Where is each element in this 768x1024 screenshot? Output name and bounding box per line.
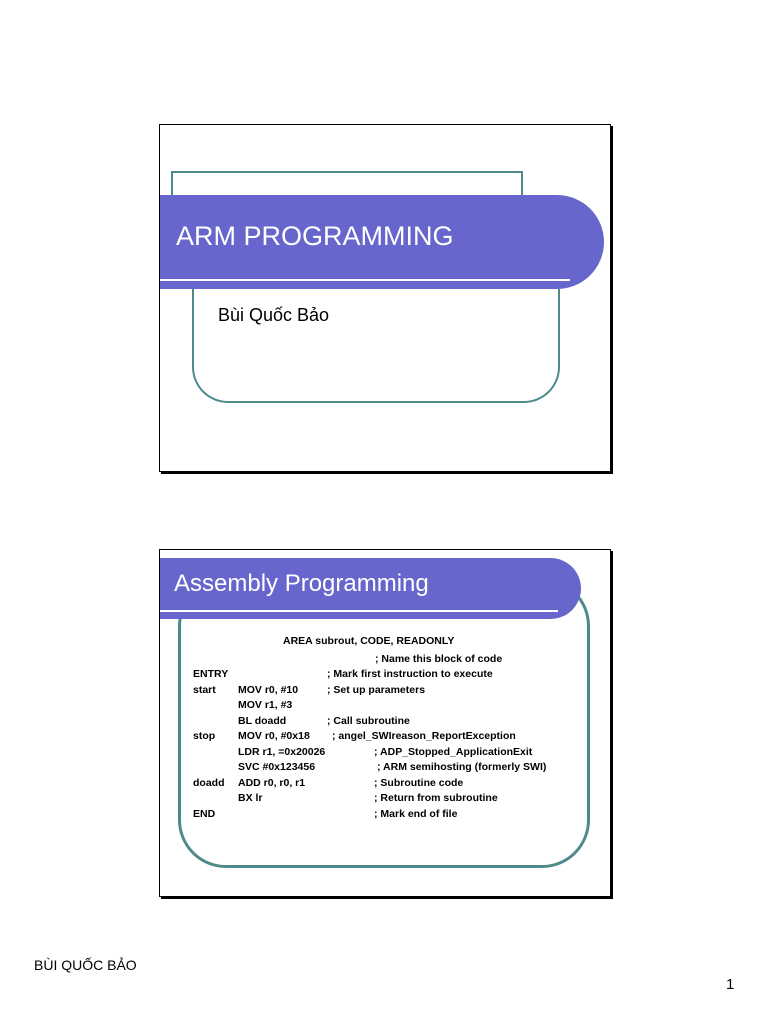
code-comment: ; Return from subroutine [374, 792, 498, 804]
slide-1 [159, 124, 611, 472]
slide-1-title-underline [160, 279, 570, 281]
code-instruction: BL doadd [238, 715, 287, 727]
page-number: 1 [726, 976, 735, 993]
code-instruction: SVC #0x123456 [238, 761, 316, 773]
code-comment: ; Mark first instruction to execute [327, 668, 493, 680]
code-header-comment: ; Name this block of code [375, 653, 503, 665]
slide-1-title: ARM PROGRAMMING [176, 221, 454, 251]
code-instruction: MOV r0, #10 [238, 684, 299, 696]
slide-2-title: Assembly Programming [174, 570, 429, 597]
code-label: ENTRY [193, 668, 229, 680]
code-comment: ; ARM semihosting (formerly SWI) [377, 761, 547, 773]
code-instruction: LDR r1, =0x20026 [238, 746, 326, 758]
footer-author: BÙI QUỐC BẢO [34, 957, 137, 973]
code-comment: ; Mark end of file [374, 808, 458, 820]
code-instruction: BX lr [238, 792, 263, 804]
code-comment: ; angel_SWIreason_ReportException [332, 730, 516, 742]
slide-2-title-underline [160, 610, 558, 612]
code-comment: ; Subroutine code [374, 777, 464, 789]
code-instruction: MOV r0, #0x18 [238, 730, 310, 742]
code-instruction: MOV r1, #3 [238, 699, 293, 711]
code-label: start [193, 684, 216, 696]
slide-2 [159, 549, 611, 897]
code-comment: ; ADP_Stopped_ApplicationExit [374, 746, 533, 758]
code-label: doadd [193, 777, 225, 789]
code-label: END [193, 808, 216, 820]
slide-1-subtitle: Bùi Quốc Bảo [218, 305, 330, 325]
code-comment: ; Set up parameters [327, 684, 426, 696]
code-label: stop [193, 730, 216, 742]
code-comment: ; Call subroutine [327, 715, 410, 727]
code-instruction: ADD r0, r0, r1 [238, 777, 306, 789]
code-header: AREA subrout, CODE, READONLY [283, 635, 455, 647]
